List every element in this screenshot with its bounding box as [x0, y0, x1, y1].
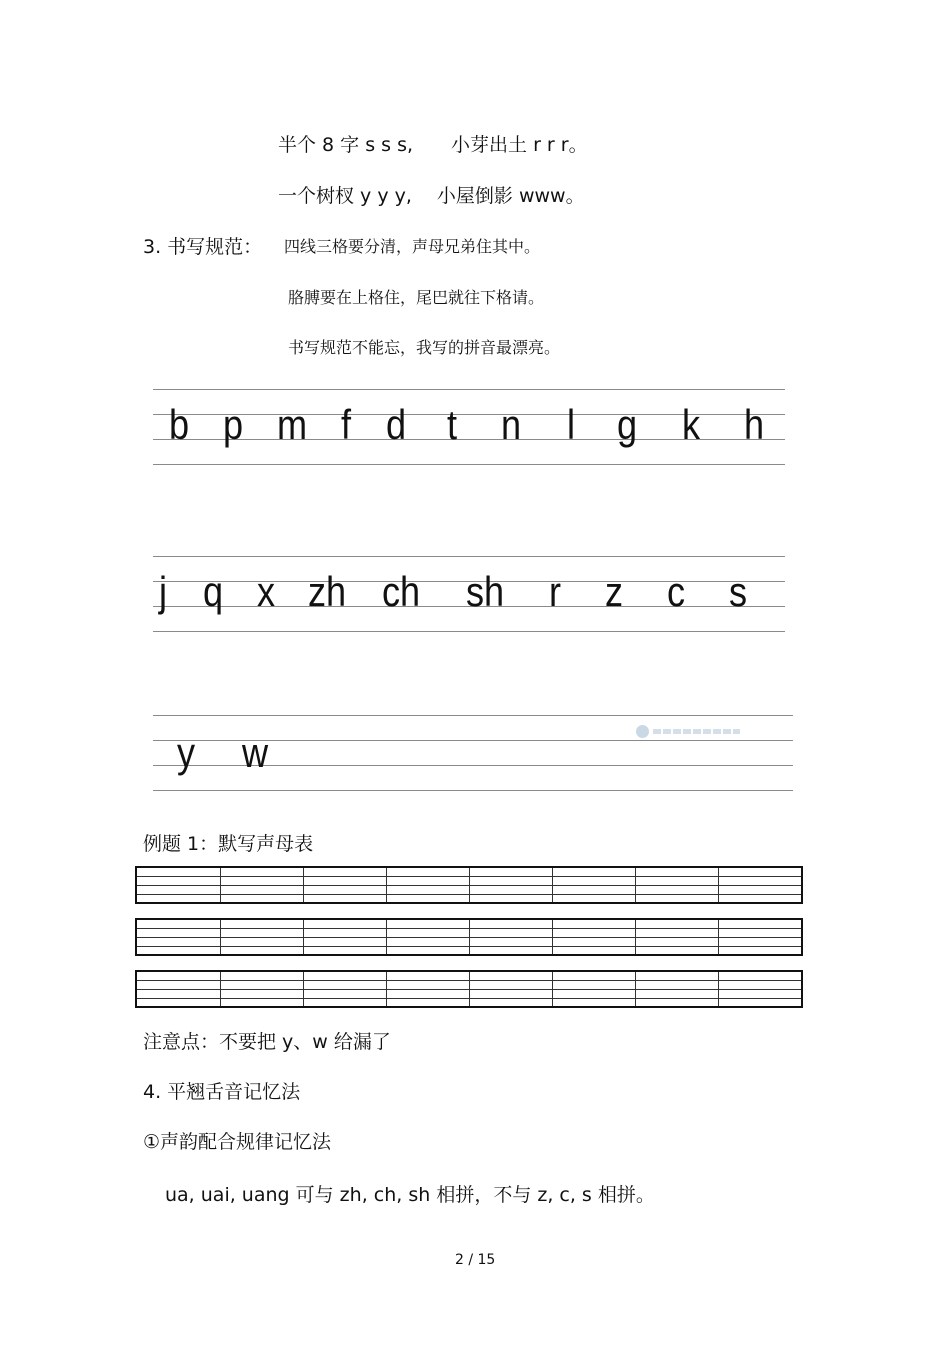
example-1-note: 注意点：不要把 y、w 给漏了	[143, 1031, 391, 1053]
pinyin-letter: f	[341, 401, 352, 448]
dictation-box-3[interactable]	[135, 970, 803, 1008]
dictation-box-1[interactable]	[135, 866, 803, 904]
pinyin-letter: x	[257, 568, 276, 615]
page-number: 2 / 15	[455, 1252, 496, 1268]
four-line-grid-2	[153, 555, 785, 635]
pinyin-letter: d	[386, 401, 407, 448]
pinyin-letter: g	[617, 401, 638, 448]
pinyin-letter: zh	[308, 568, 347, 615]
pinyin-letter: w	[242, 729, 269, 776]
section-4-heading: 4. 平翘舌音记忆法	[143, 1081, 301, 1103]
watermark-logo-icon	[636, 724, 740, 738]
pinyin-letter: c	[667, 568, 686, 615]
pinyin-letter: ch	[382, 568, 421, 615]
writing-rule-verse-3: 书写规范不能忘，我写的拼音最漂亮。	[288, 338, 561, 357]
four-line-grid-1	[153, 388, 785, 468]
pinyin-letter: q	[203, 568, 224, 615]
pinyin-letter: s	[729, 568, 748, 615]
pinyin-letter: p	[223, 401, 244, 448]
pinyin-letter: h	[744, 401, 765, 448]
dictation-box-2[interactable]	[135, 918, 803, 956]
rhyme-line-y-w: 一个树杈 y y y, 小屋倒影 www。	[278, 185, 585, 207]
pinyin-letter: sh	[466, 568, 505, 615]
writing-rule-verse-1: 四线三格要分清，声母兄弟住其中。	[284, 237, 541, 256]
pinyin-letter: t	[447, 401, 458, 448]
rhyme-line-s-r: 半个 8 字 s s s, 小芽出土 r r r。	[278, 134, 588, 156]
pinyin-letter: z	[605, 568, 624, 615]
pinyin-letter: k	[682, 401, 701, 448]
pinyin-letter: r	[549, 568, 562, 615]
pinyin-letter: m	[277, 401, 308, 448]
section-4-subheading: ①声韵配合规律记忆法	[143, 1131, 332, 1153]
pinyin-letter: y	[177, 729, 196, 776]
pinyin-letter: b	[169, 401, 190, 448]
pinyin-letter: l	[567, 401, 576, 448]
writing-rule-verse-2: 胳膊要在上格住，尾巴就往下格请。	[288, 288, 545, 307]
pinyin-letter: j	[159, 568, 168, 615]
example-1-title: 例题 1：默写声母表	[143, 833, 314, 855]
section-3-heading: 3. 书写规范：	[143, 236, 263, 258]
section-4-rule: ua, uai, uang 可与 zh, ch, sh 相拼，不与 z, c, s 相拼。	[165, 1184, 655, 1206]
pinyin-letter: n	[501, 401, 522, 448]
